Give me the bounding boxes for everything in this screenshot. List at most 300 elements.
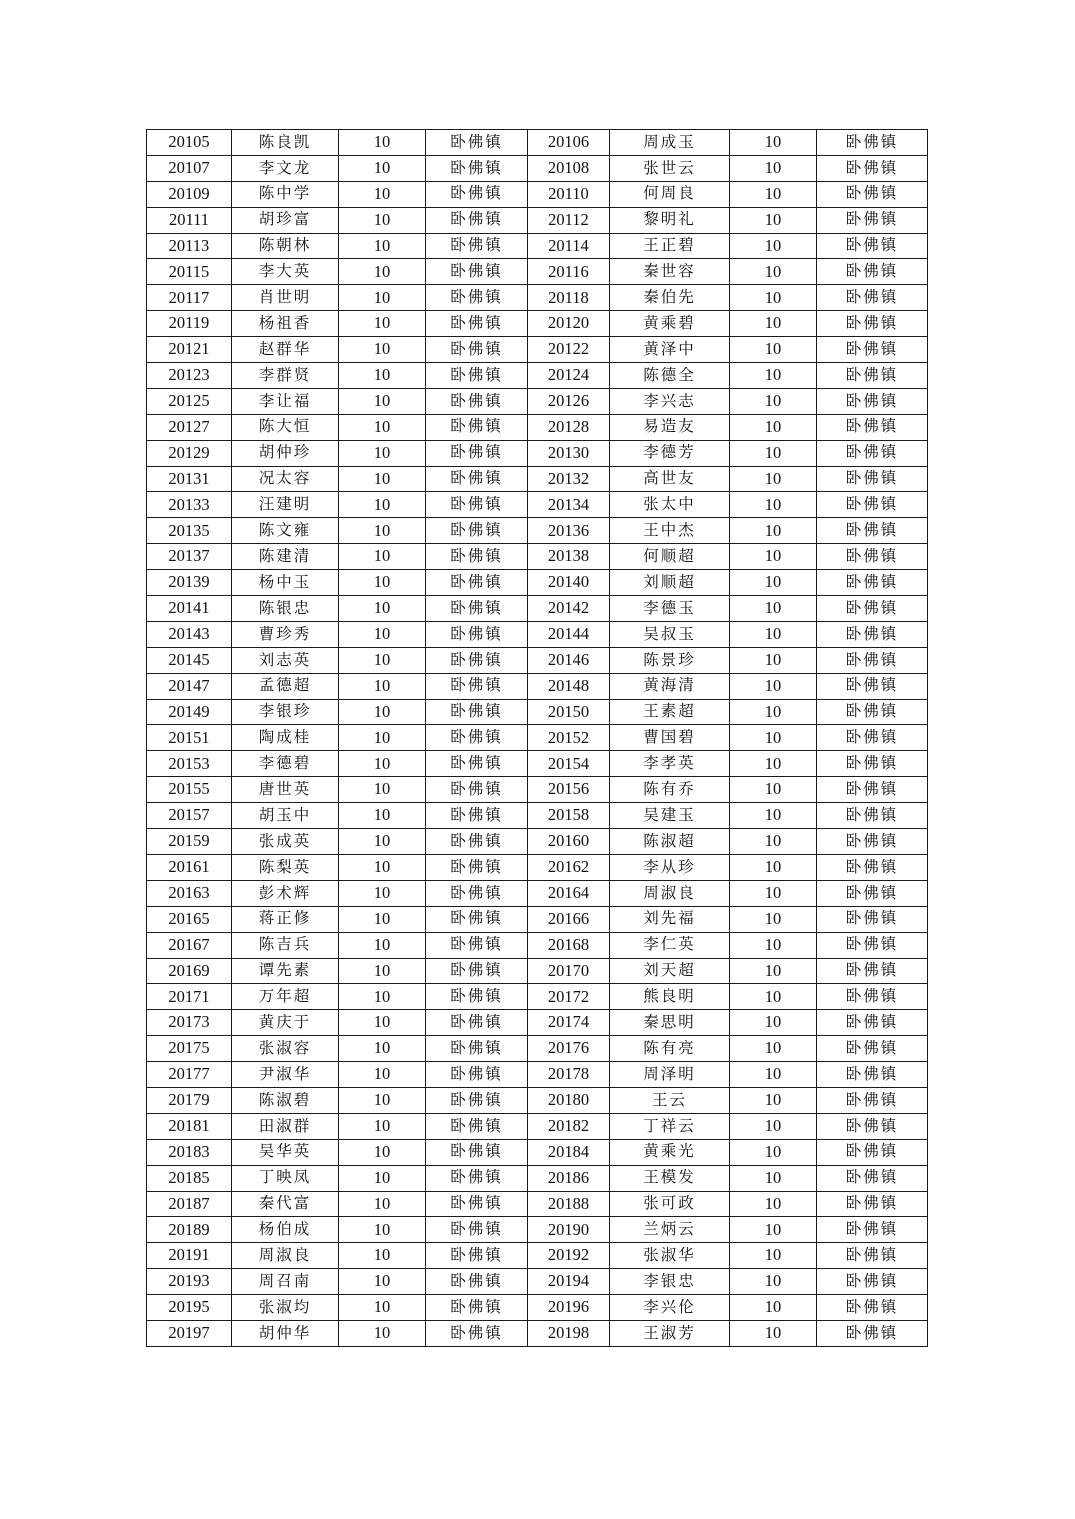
right-name-cell: 刘顺超 bbox=[610, 570, 730, 596]
left-count-cell: 10 bbox=[339, 673, 426, 699]
left-name-cell: 陈梨英 bbox=[232, 854, 339, 880]
right-id-cell: 20106 bbox=[528, 130, 610, 156]
left-count-cell: 10 bbox=[339, 492, 426, 518]
right-id-cell: 20170 bbox=[528, 958, 610, 984]
right-town-cell: 卧佛镇 bbox=[817, 1087, 928, 1113]
right-id-cell: 20150 bbox=[528, 699, 610, 725]
left-count-cell: 10 bbox=[339, 1165, 426, 1191]
left-count-cell: 10 bbox=[339, 1243, 426, 1269]
right-id-cell: 20130 bbox=[528, 440, 610, 466]
right-count-cell: 10 bbox=[730, 233, 817, 259]
left-id-cell: 20195 bbox=[147, 1295, 232, 1321]
right-id-cell: 20126 bbox=[528, 388, 610, 414]
left-town-cell: 卧佛镇 bbox=[426, 1243, 528, 1269]
table-row bbox=[147, 854, 928, 880]
left-name-cell: 刘志英 bbox=[232, 647, 339, 673]
left-id-cell: 20117 bbox=[147, 285, 232, 311]
left-town-cell: 卧佛镇 bbox=[426, 518, 528, 544]
right-id-cell: 20162 bbox=[528, 854, 610, 880]
right-count-cell: 10 bbox=[730, 621, 817, 647]
left-count-cell: 10 bbox=[339, 155, 426, 181]
right-id-cell: 20160 bbox=[528, 829, 610, 855]
right-count-cell: 10 bbox=[730, 1243, 817, 1269]
left-town-cell: 卧佛镇 bbox=[426, 880, 528, 906]
right-town-cell: 卧佛镇 bbox=[817, 1217, 928, 1243]
left-count-cell: 10 bbox=[339, 880, 426, 906]
right-town-cell: 卧佛镇 bbox=[817, 803, 928, 829]
right-count-cell: 10 bbox=[730, 751, 817, 777]
table-row bbox=[147, 1139, 928, 1165]
right-id-cell: 20118 bbox=[528, 285, 610, 311]
left-town-cell: 卧佛镇 bbox=[426, 1139, 528, 1165]
right-town-cell: 卧佛镇 bbox=[817, 1139, 928, 1165]
left-count-cell: 10 bbox=[339, 570, 426, 596]
left-name-cell: 孟德超 bbox=[232, 673, 339, 699]
right-name-cell: 秦世容 bbox=[610, 259, 730, 285]
table-row bbox=[147, 388, 928, 414]
left-town-cell: 卧佛镇 bbox=[426, 1087, 528, 1113]
table-row bbox=[147, 880, 928, 906]
left-town-cell: 卧佛镇 bbox=[426, 932, 528, 958]
right-name-cell: 刘先福 bbox=[610, 906, 730, 932]
right-name-cell: 秦伯先 bbox=[610, 285, 730, 311]
right-town-cell: 卧佛镇 bbox=[817, 1062, 928, 1088]
table-row bbox=[147, 984, 928, 1010]
right-id-cell: 20156 bbox=[528, 777, 610, 803]
left-town-cell: 卧佛镇 bbox=[426, 337, 528, 363]
right-name-cell: 黄乘光 bbox=[610, 1139, 730, 1165]
right-count-cell: 10 bbox=[730, 1165, 817, 1191]
left-id-cell: 20189 bbox=[147, 1217, 232, 1243]
left-id-cell: 20187 bbox=[147, 1191, 232, 1217]
left-count-cell: 10 bbox=[339, 725, 426, 751]
right-name-cell: 兰炳云 bbox=[610, 1217, 730, 1243]
left-name-cell: 胡仲华 bbox=[232, 1320, 339, 1346]
right-name-cell: 李孝英 bbox=[610, 751, 730, 777]
left-name-cell: 李德碧 bbox=[232, 751, 339, 777]
table-row bbox=[147, 699, 928, 725]
table-row bbox=[147, 570, 928, 596]
right-id-cell: 20140 bbox=[528, 570, 610, 596]
left-town-cell: 卧佛镇 bbox=[426, 1036, 528, 1062]
right-name-cell: 何周良 bbox=[610, 181, 730, 207]
left-name-cell: 李让福 bbox=[232, 388, 339, 414]
left-name-cell: 张成英 bbox=[232, 829, 339, 855]
right-count-cell: 10 bbox=[730, 1062, 817, 1088]
right-id-cell: 20196 bbox=[528, 1295, 610, 1321]
right-name-cell: 秦思明 bbox=[610, 1010, 730, 1036]
right-count-cell: 10 bbox=[730, 1217, 817, 1243]
left-id-cell: 20123 bbox=[147, 363, 232, 389]
right-id-cell: 20112 bbox=[528, 207, 610, 233]
table-row bbox=[147, 440, 928, 466]
table-row bbox=[147, 803, 928, 829]
left-id-cell: 20173 bbox=[147, 1010, 232, 1036]
left-town-cell: 卧佛镇 bbox=[426, 699, 528, 725]
left-town-cell: 卧佛镇 bbox=[426, 155, 528, 181]
left-count-cell: 10 bbox=[339, 544, 426, 570]
right-name-cell: 王中杰 bbox=[610, 518, 730, 544]
right-town-cell: 卧佛镇 bbox=[817, 440, 928, 466]
left-count-cell: 10 bbox=[339, 1087, 426, 1113]
right-id-cell: 20142 bbox=[528, 596, 610, 622]
table-row bbox=[147, 414, 928, 440]
right-id-cell: 20124 bbox=[528, 363, 610, 389]
table-row bbox=[147, 1036, 928, 1062]
left-id-cell: 20121 bbox=[147, 337, 232, 363]
right-id-cell: 20190 bbox=[528, 1217, 610, 1243]
left-town-cell: 卧佛镇 bbox=[426, 130, 528, 156]
left-count-cell: 10 bbox=[339, 130, 426, 156]
left-name-cell: 李文龙 bbox=[232, 155, 339, 181]
left-town-cell: 卧佛镇 bbox=[426, 1062, 528, 1088]
right-town-cell: 卧佛镇 bbox=[817, 829, 928, 855]
right-id-cell: 20120 bbox=[528, 311, 610, 337]
right-count-cell: 10 bbox=[730, 1036, 817, 1062]
left-town-cell: 卧佛镇 bbox=[426, 1269, 528, 1295]
right-id-cell: 20110 bbox=[528, 181, 610, 207]
left-town-cell: 卧佛镇 bbox=[426, 1217, 528, 1243]
right-town-cell: 卧佛镇 bbox=[817, 984, 928, 1010]
right-name-cell: 陈景珍 bbox=[610, 647, 730, 673]
left-name-cell: 杨祖香 bbox=[232, 311, 339, 337]
right-count-cell: 10 bbox=[730, 647, 817, 673]
right-name-cell: 王淑芳 bbox=[610, 1320, 730, 1346]
left-town-cell: 卧佛镇 bbox=[426, 725, 528, 751]
right-count-cell: 10 bbox=[730, 829, 817, 855]
left-town-cell: 卧佛镇 bbox=[426, 1295, 528, 1321]
right-count-cell: 10 bbox=[730, 466, 817, 492]
left-id-cell: 20181 bbox=[147, 1113, 232, 1139]
left-count-cell: 10 bbox=[339, 388, 426, 414]
left-town-cell: 卧佛镇 bbox=[426, 544, 528, 570]
left-id-cell: 20179 bbox=[147, 1087, 232, 1113]
right-id-cell: 20188 bbox=[528, 1191, 610, 1217]
right-count-cell: 10 bbox=[730, 984, 817, 1010]
table-row bbox=[147, 259, 928, 285]
right-count-cell: 10 bbox=[730, 958, 817, 984]
right-town-cell: 卧佛镇 bbox=[817, 233, 928, 259]
right-count-cell: 10 bbox=[730, 1320, 817, 1346]
right-name-cell: 李兴志 bbox=[610, 388, 730, 414]
left-id-cell: 20191 bbox=[147, 1243, 232, 1269]
right-count-cell: 10 bbox=[730, 130, 817, 156]
table-row bbox=[147, 518, 928, 544]
left-id-cell: 20129 bbox=[147, 440, 232, 466]
right-town-cell: 卧佛镇 bbox=[817, 1036, 928, 1062]
left-town-cell: 卧佛镇 bbox=[426, 414, 528, 440]
right-town-cell: 卧佛镇 bbox=[817, 1295, 928, 1321]
left-count-cell: 10 bbox=[339, 1320, 426, 1346]
left-count-cell: 10 bbox=[339, 1139, 426, 1165]
left-name-cell: 杨伯成 bbox=[232, 1217, 339, 1243]
table-row bbox=[147, 544, 928, 570]
right-id-cell: 20182 bbox=[528, 1113, 610, 1139]
right-name-cell: 王正碧 bbox=[610, 233, 730, 259]
left-town-cell: 卧佛镇 bbox=[426, 1010, 528, 1036]
right-town-cell: 卧佛镇 bbox=[817, 337, 928, 363]
left-id-cell: 20109 bbox=[147, 181, 232, 207]
right-id-cell: 20114 bbox=[528, 233, 610, 259]
left-town-cell: 卧佛镇 bbox=[426, 1320, 528, 1346]
right-town-cell: 卧佛镇 bbox=[817, 596, 928, 622]
right-name-cell: 陈有乔 bbox=[610, 777, 730, 803]
right-id-cell: 20134 bbox=[528, 492, 610, 518]
table-row bbox=[147, 1217, 928, 1243]
right-town-cell: 卧佛镇 bbox=[817, 1165, 928, 1191]
right-id-cell: 20152 bbox=[528, 725, 610, 751]
table-row bbox=[147, 958, 928, 984]
right-id-cell: 20122 bbox=[528, 337, 610, 363]
left-count-cell: 10 bbox=[339, 958, 426, 984]
left-count-cell: 10 bbox=[339, 414, 426, 440]
right-count-cell: 10 bbox=[730, 155, 817, 181]
right-town-cell: 卧佛镇 bbox=[817, 1113, 928, 1139]
left-town-cell: 卧佛镇 bbox=[426, 984, 528, 1010]
left-id-cell: 20133 bbox=[147, 492, 232, 518]
left-name-cell: 尹淑华 bbox=[232, 1062, 339, 1088]
left-name-cell: 黄庆于 bbox=[232, 1010, 339, 1036]
left-count-cell: 10 bbox=[339, 777, 426, 803]
right-name-cell: 何顺超 bbox=[610, 544, 730, 570]
right-id-cell: 20136 bbox=[528, 518, 610, 544]
right-id-cell: 20178 bbox=[528, 1062, 610, 1088]
right-town-cell: 卧佛镇 bbox=[817, 1010, 928, 1036]
left-town-cell: 卧佛镇 bbox=[426, 259, 528, 285]
right-count-cell: 10 bbox=[730, 518, 817, 544]
right-count-cell: 10 bbox=[730, 207, 817, 233]
left-count-cell: 10 bbox=[339, 699, 426, 725]
left-name-cell: 张淑均 bbox=[232, 1295, 339, 1321]
left-id-cell: 20171 bbox=[147, 984, 232, 1010]
table-row bbox=[147, 1113, 928, 1139]
right-count-cell: 10 bbox=[730, 725, 817, 751]
left-name-cell: 肖世明 bbox=[232, 285, 339, 311]
table-row bbox=[147, 466, 928, 492]
left-name-cell: 吴华英 bbox=[232, 1139, 339, 1165]
left-town-cell: 卧佛镇 bbox=[426, 673, 528, 699]
right-name-cell: 周淑良 bbox=[610, 880, 730, 906]
right-town-cell: 卧佛镇 bbox=[817, 932, 928, 958]
table-row bbox=[147, 1165, 928, 1191]
table-row bbox=[147, 337, 928, 363]
right-name-cell: 周成玉 bbox=[610, 130, 730, 156]
right-name-cell: 张可政 bbox=[610, 1191, 730, 1217]
table-row bbox=[147, 932, 928, 958]
right-name-cell: 陈有亮 bbox=[610, 1036, 730, 1062]
left-id-cell: 20161 bbox=[147, 854, 232, 880]
left-town-cell: 卧佛镇 bbox=[426, 906, 528, 932]
left-name-cell: 秦代富 bbox=[232, 1191, 339, 1217]
left-count-cell: 10 bbox=[339, 1036, 426, 1062]
left-id-cell: 20197 bbox=[147, 1320, 232, 1346]
right-town-cell: 卧佛镇 bbox=[817, 906, 928, 932]
right-count-cell: 10 bbox=[730, 906, 817, 932]
left-town-cell: 卧佛镇 bbox=[426, 181, 528, 207]
left-name-cell: 陈淑碧 bbox=[232, 1087, 339, 1113]
left-town-cell: 卧佛镇 bbox=[426, 596, 528, 622]
right-count-cell: 10 bbox=[730, 932, 817, 958]
left-name-cell: 蒋正修 bbox=[232, 906, 339, 932]
right-town-cell: 卧佛镇 bbox=[817, 751, 928, 777]
table-row bbox=[147, 777, 928, 803]
left-id-cell: 20153 bbox=[147, 751, 232, 777]
left-count-cell: 10 bbox=[339, 647, 426, 673]
left-id-cell: 20175 bbox=[147, 1036, 232, 1062]
right-town-cell: 卧佛镇 bbox=[817, 155, 928, 181]
left-id-cell: 20127 bbox=[147, 414, 232, 440]
left-id-cell: 20131 bbox=[147, 466, 232, 492]
left-town-cell: 卧佛镇 bbox=[426, 1113, 528, 1139]
left-town-cell: 卧佛镇 bbox=[426, 492, 528, 518]
left-name-cell: 陈文雍 bbox=[232, 518, 339, 544]
left-count-cell: 10 bbox=[339, 1191, 426, 1217]
right-id-cell: 20176 bbox=[528, 1036, 610, 1062]
right-count-cell: 10 bbox=[730, 673, 817, 699]
left-id-cell: 20105 bbox=[147, 130, 232, 156]
right-count-cell: 10 bbox=[730, 181, 817, 207]
left-name-cell: 陶成桂 bbox=[232, 725, 339, 751]
left-count-cell: 10 bbox=[339, 363, 426, 389]
right-id-cell: 20154 bbox=[528, 751, 610, 777]
table-row bbox=[147, 285, 928, 311]
left-id-cell: 20125 bbox=[147, 388, 232, 414]
right-name-cell: 王素超 bbox=[610, 699, 730, 725]
right-id-cell: 20194 bbox=[528, 1269, 610, 1295]
table-row bbox=[147, 155, 928, 181]
right-town-cell: 卧佛镇 bbox=[817, 673, 928, 699]
left-name-cell: 胡玉中 bbox=[232, 803, 339, 829]
left-town-cell: 卧佛镇 bbox=[426, 207, 528, 233]
right-town-cell: 卧佛镇 bbox=[817, 958, 928, 984]
left-name-cell: 陈建清 bbox=[232, 544, 339, 570]
left-id-cell: 20139 bbox=[147, 570, 232, 596]
left-count-cell: 10 bbox=[339, 285, 426, 311]
right-town-cell: 卧佛镇 bbox=[817, 854, 928, 880]
left-town-cell: 卧佛镇 bbox=[426, 363, 528, 389]
right-name-cell: 李兴伦 bbox=[610, 1295, 730, 1321]
right-town-cell: 卧佛镇 bbox=[817, 1191, 928, 1217]
left-town-cell: 卧佛镇 bbox=[426, 751, 528, 777]
right-id-cell: 20128 bbox=[528, 414, 610, 440]
table-row bbox=[147, 1010, 928, 1036]
left-id-cell: 20149 bbox=[147, 699, 232, 725]
right-id-cell: 20158 bbox=[528, 803, 610, 829]
left-id-cell: 20111 bbox=[147, 207, 232, 233]
left-name-cell: 陈良凯 bbox=[232, 130, 339, 156]
right-count-cell: 10 bbox=[730, 596, 817, 622]
left-town-cell: 卧佛镇 bbox=[426, 621, 528, 647]
left-count-cell: 10 bbox=[339, 932, 426, 958]
right-town-cell: 卧佛镇 bbox=[817, 414, 928, 440]
right-name-cell: 易造友 bbox=[610, 414, 730, 440]
right-name-cell: 黎明礼 bbox=[610, 207, 730, 233]
table-row bbox=[147, 647, 928, 673]
table-row bbox=[147, 1269, 928, 1295]
left-count-cell: 10 bbox=[339, 751, 426, 777]
table-row bbox=[147, 181, 928, 207]
right-name-cell: 李德芳 bbox=[610, 440, 730, 466]
table-row bbox=[147, 130, 928, 156]
table-row bbox=[147, 621, 928, 647]
left-name-cell: 杨中玉 bbox=[232, 570, 339, 596]
right-count-cell: 10 bbox=[730, 1295, 817, 1321]
left-name-cell: 李大英 bbox=[232, 259, 339, 285]
right-name-cell: 高世友 bbox=[610, 466, 730, 492]
left-id-cell: 20183 bbox=[147, 1139, 232, 1165]
left-count-cell: 10 bbox=[339, 984, 426, 1010]
right-town-cell: 卧佛镇 bbox=[817, 1243, 928, 1269]
left-count-cell: 10 bbox=[339, 440, 426, 466]
right-name-cell: 丁祥云 bbox=[610, 1113, 730, 1139]
left-name-cell: 李银珍 bbox=[232, 699, 339, 725]
left-town-cell: 卧佛镇 bbox=[426, 777, 528, 803]
left-count-cell: 10 bbox=[339, 1010, 426, 1036]
right-name-cell: 陈德全 bbox=[610, 363, 730, 389]
left-name-cell: 汪建明 bbox=[232, 492, 339, 518]
left-count-cell: 10 bbox=[339, 1217, 426, 1243]
right-town-cell: 卧佛镇 bbox=[817, 492, 928, 518]
left-count-cell: 10 bbox=[339, 621, 426, 647]
left-town-cell: 卧佛镇 bbox=[426, 854, 528, 880]
right-count-cell: 10 bbox=[730, 1113, 817, 1139]
table-row bbox=[147, 596, 928, 622]
roster-table bbox=[146, 129, 928, 1347]
right-id-cell: 20186 bbox=[528, 1165, 610, 1191]
right-town-cell: 卧佛镇 bbox=[817, 647, 928, 673]
right-name-cell: 吴叔玉 bbox=[610, 621, 730, 647]
right-id-cell: 20168 bbox=[528, 932, 610, 958]
left-count-cell: 10 bbox=[339, 1295, 426, 1321]
left-id-cell: 20169 bbox=[147, 958, 232, 984]
left-town-cell: 卧佛镇 bbox=[426, 647, 528, 673]
roster-body bbox=[147, 130, 928, 1347]
left-count-cell: 10 bbox=[339, 233, 426, 259]
right-count-cell: 10 bbox=[730, 337, 817, 363]
left-name-cell: 丁映凤 bbox=[232, 1165, 339, 1191]
table-row bbox=[147, 1295, 928, 1321]
left-name-cell: 彭术辉 bbox=[232, 880, 339, 906]
right-town-cell: 卧佛镇 bbox=[817, 1320, 928, 1346]
left-id-cell: 20151 bbox=[147, 725, 232, 751]
right-id-cell: 20146 bbox=[528, 647, 610, 673]
table-row bbox=[147, 673, 928, 699]
right-count-cell: 10 bbox=[730, 854, 817, 880]
right-town-cell: 卧佛镇 bbox=[817, 725, 928, 751]
left-id-cell: 20147 bbox=[147, 673, 232, 699]
right-name-cell: 黄泽中 bbox=[610, 337, 730, 363]
right-town-cell: 卧佛镇 bbox=[817, 181, 928, 207]
left-name-cell: 陈中学 bbox=[232, 181, 339, 207]
right-name-cell: 李从珍 bbox=[610, 854, 730, 880]
left-name-cell: 周召南 bbox=[232, 1269, 339, 1295]
right-town-cell: 卧佛镇 bbox=[817, 518, 928, 544]
right-id-cell: 20116 bbox=[528, 259, 610, 285]
left-count-cell: 10 bbox=[339, 1113, 426, 1139]
left-count-cell: 10 bbox=[339, 854, 426, 880]
left-id-cell: 20155 bbox=[147, 777, 232, 803]
right-id-cell: 20138 bbox=[528, 544, 610, 570]
right-id-cell: 20184 bbox=[528, 1139, 610, 1165]
right-count-cell: 10 bbox=[730, 285, 817, 311]
table-row bbox=[147, 829, 928, 855]
left-id-cell: 20177 bbox=[147, 1062, 232, 1088]
right-id-cell: 20132 bbox=[528, 466, 610, 492]
table-row bbox=[147, 363, 928, 389]
left-town-cell: 卧佛镇 bbox=[426, 958, 528, 984]
right-name-cell: 熊良明 bbox=[610, 984, 730, 1010]
left-town-cell: 卧佛镇 bbox=[426, 311, 528, 337]
